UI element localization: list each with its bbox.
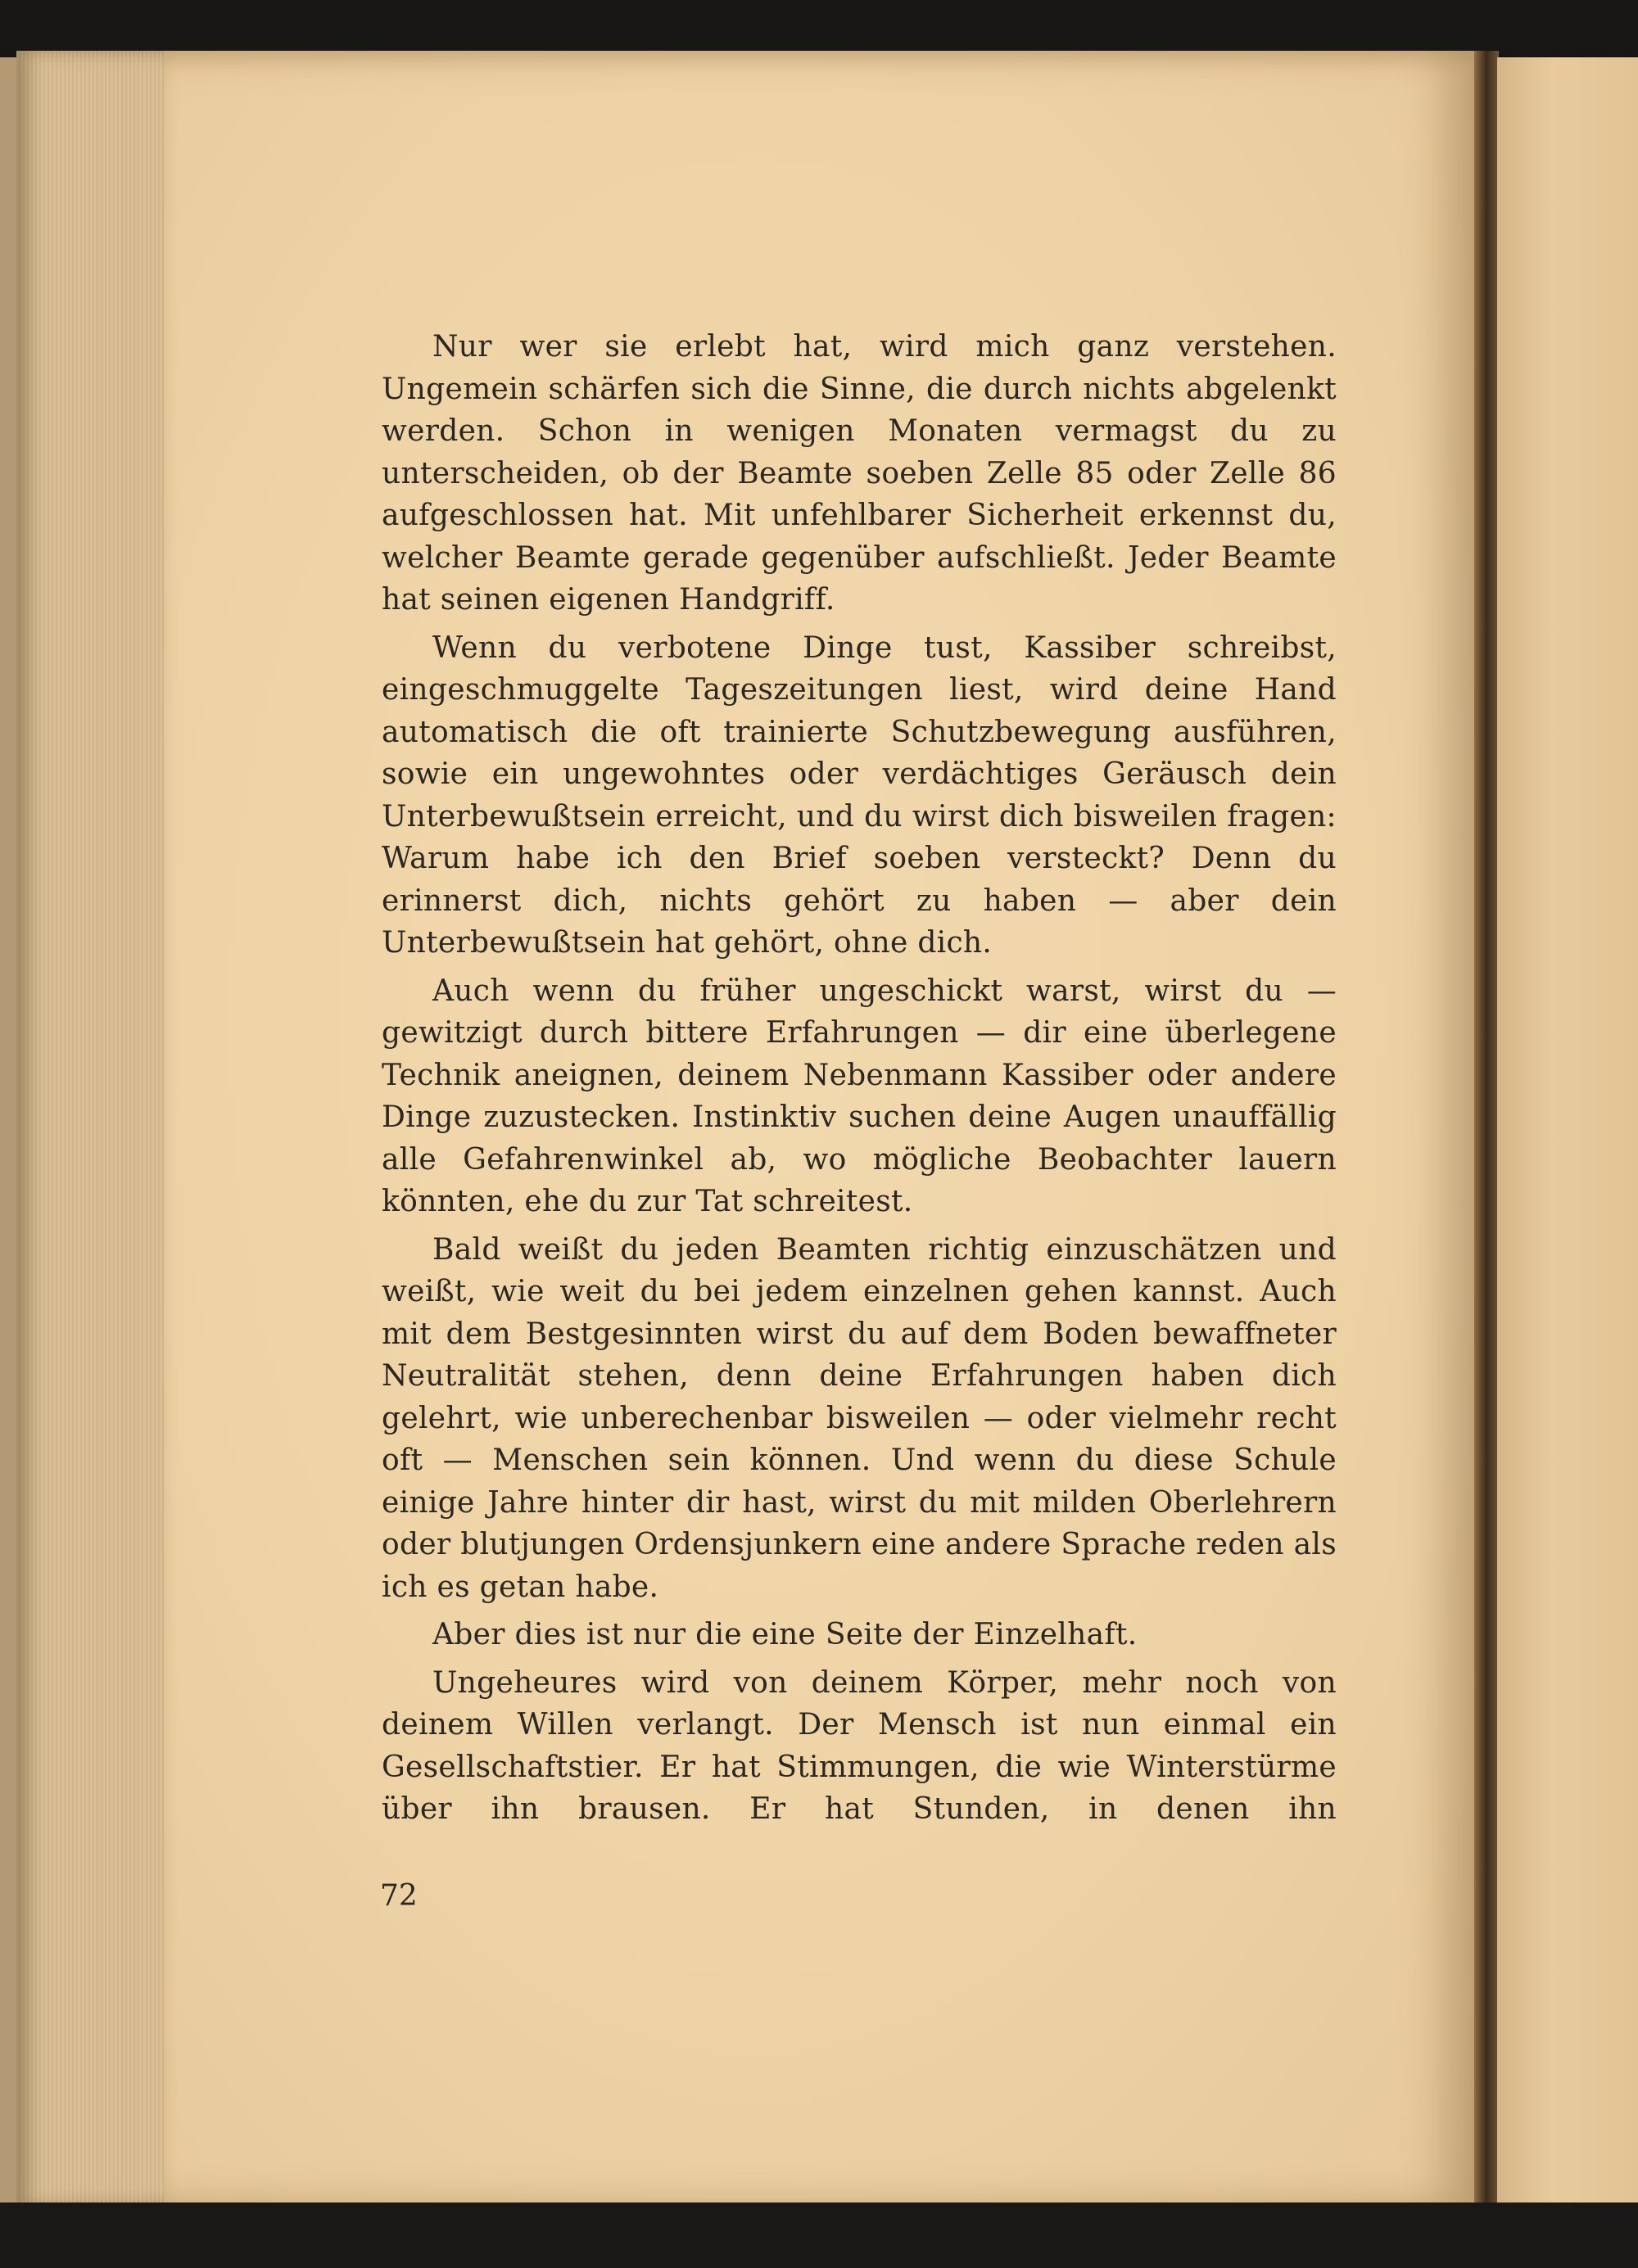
- body-text: [382, 326, 1337, 1831]
- top-scan-border: [0, 0, 1638, 56]
- paragraph-6: Ungeheures wird von deinem Körper, mehr noch von deinem Willen verlangt. Der Mensch ist nun einmal ein Gesellschaftstier. Er hat Stimmungen, die wie Winterstürme über ihn brausen. Er hat Stunden, in denen ihn: [382, 1665, 1337, 1826]
- book-gutter: [1474, 51, 1499, 2206]
- paragraph-4: Bald weißt du jeden Beamten richtig einzuschätzen und weißt, wie weit du bei jedem einzelnen gehen kannst. Auch mit dem Bestgesinnten wirst du auf dem Boden bewaffneter Neutralität stehen, denn deine Erfahrungen haben dich gelehrt, wie unberechenbar bisweilen — oder vielmehr recht oft — Menschen sein können. Und wenn du diese Schule einige Jahre hinter dir hast, wirst du mit milden Oberlehrern oder blutjungen Ordensjunkern eine andere Sprache reden als ich es getan habe.: [382, 1232, 1337, 1604]
- page-number: 72: [380, 1879, 418, 1913]
- facing-page-edge: [1497, 57, 1638, 2206]
- paragraph-3: Auch wenn du früher ungeschickt warst, wirst du — gewitzigt durch bittere Erfahrungen — dir eine überlegene Technik aneignen, deinem Nebenmann Kassiber oder andere Dinge zuzustecken. Instinktiv suchen deine Augen unauffällig alle Gefahrenwinkel ab, wo mögliche Beobachter lauern könnten, ehe du zur Tat schreitest.: [382, 974, 1337, 1218]
- paragraph-5: Aber dies ist nur die eine Seite der Einzelhaft.: [432, 1618, 1138, 1651]
- page-stack-edges: [16, 51, 180, 2206]
- paragraph-1: Nur wer sie erlebt hat, wird mich ganz verstehen. Ungemein schärfen sich die Sinne, die durch nichts abgelenkt werden. Schon in wenigen Monaten vermagst du zu unterscheiden, ob der Beamte soeben Zelle 85 oder Zelle 86 aufgeschlossen hat. Mit unfehlbarer Sicherheit erkennst du, welcher Beamte gerade gegenüber aufschließt. Jeder Beamte hat seinen eigenen Handgriff.: [382, 330, 1337, 617]
- bottom-scan-border: [0, 2202, 1638, 2268]
- paragraph-2: Wenn du verbotene Dinge tust, Kassiber schreibst, eingeschmuggelte Tageszeitungen liest, wird deine Hand automatisch die oft trainierte Schutzbewegung ausführen, sowie ein ungewohntes oder verdächtiges Geräusch dein Unterbewußtsein erreicht, und du wirst dich bisweilen fragen: Warum habe ich den Brief soeben versteckt? Denn du erinnerst dich, nichts gehört zu haben — aber dein Unterbewußtsein hat gehört, ohne dich.: [382, 630, 1337, 960]
